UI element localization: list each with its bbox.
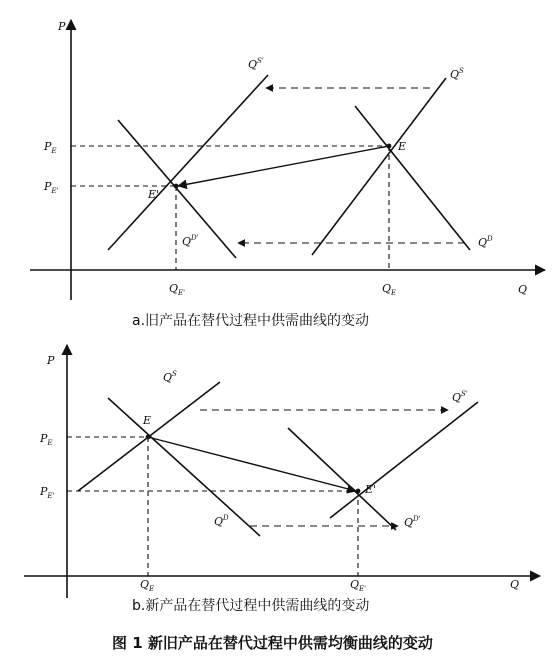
panel-a-label-qs-prime: $Q^{S'}$ — [248, 57, 264, 71]
panel-b-caption: b.新产品在替代过程中供需曲线的变动 — [132, 598, 370, 614]
panel-a-label-qd-prime: $Q^{D'}$ — [182, 234, 199, 248]
panel-b-supply-curve-qs-prime — [330, 402, 478, 518]
panel-a-axis-q-label: Q — [518, 283, 528, 296]
panel-a-equilibrium-shift-arrow — [178, 146, 389, 186]
panel-b-axis-q-label: Q — [510, 578, 520, 591]
panel-b-label-e-prime: E' — [365, 483, 377, 496]
panel-b-label-qd: $Q^D$ — [214, 514, 229, 528]
panel-a-label-qs: $Q^S$ — [450, 67, 464, 81]
panel-a-label-qe: $Q_E$ — [382, 282, 397, 297]
figure-caption: 图 1 新旧产品在替代过程中供需均衡曲线的变动 — [112, 634, 433, 652]
panel-a-supply-curve-qs — [312, 78, 446, 255]
panel-a-label-qe-prime: $Q_{E'}$ — [169, 282, 186, 297]
panel-a-axis-p-label: P — [58, 20, 66, 33]
panel-a-point-e — [387, 144, 392, 149]
panel-b-equilibrium-shift-arrow — [148, 437, 356, 491]
panel-b-label-qe: $Q_E$ — [140, 578, 155, 593]
panel-b-label-pe-prime: $P_{E'}$ — [40, 485, 55, 500]
panel-b-label-pe: $P_E$ — [40, 432, 53, 447]
panel-b-label-e: E — [143, 414, 152, 427]
panel-a-supply-curve-qs-prime — [108, 75, 268, 250]
panel-b — [24, 345, 540, 614]
panel-b-label-qe-prime: $Q_{E'}$ — [350, 578, 367, 593]
panel-b-axis-p-label: P — [47, 354, 55, 367]
panel-a-label-e-prime: E' — [148, 188, 160, 201]
panel-a-label-pe: $P_E$ — [44, 140, 57, 155]
panel-a-caption: a.旧产品在替代过程中供需曲线的变动 — [132, 313, 370, 329]
panel-b-label-qd-prime: $Q^{D'}$ — [404, 515, 421, 529]
panel-b-label-qs: $Q^S$ — [163, 370, 177, 384]
panel-a-demand-curve-qd — [355, 106, 470, 250]
panel-b-point-e — [146, 435, 151, 440]
panel-a-point-e-prime — [174, 184, 179, 189]
panel-b-label-qs-prime: $Q^{S'}$ — [452, 390, 468, 404]
panel-a-label-e: E — [398, 140, 407, 153]
panel-a-demand-curve-qd-prime — [118, 120, 236, 258]
panel-a-label-pe-prime: $P_{E'}$ — [44, 180, 59, 195]
panel-b-demand-curve-qd — [108, 398, 260, 536]
panel-a — [30, 20, 545, 329]
panel-b-point-e-prime — [356, 489, 361, 494]
panel-a-label-qd: $Q^D$ — [478, 235, 493, 249]
